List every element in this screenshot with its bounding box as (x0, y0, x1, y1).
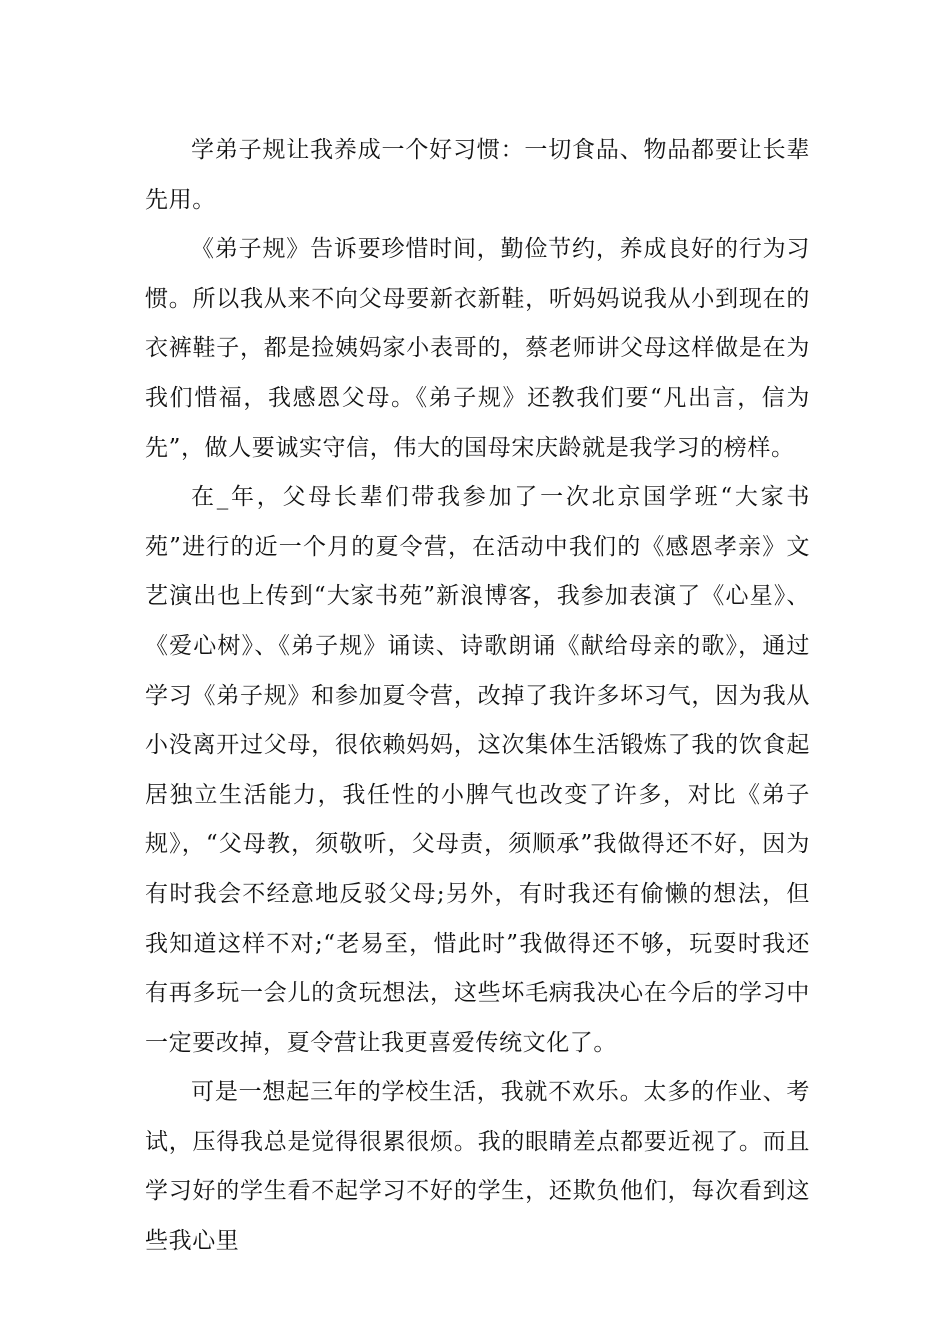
body-text (145, 126, 810, 1267)
paragraph-4: 可是一想起三年的学校生活，我就不欢乐。太多的作业、考试，压得我总是觉得很累很烦。我的眼睛差点都要近视了。而且学习好的学生看不起学习不好的学生，还欺负他们，每次看到这些我心里 (145, 1079, 810, 1255)
paragraph-1: 学弟子规让我养成一个好习惯：一切食品、物品都要让长辈先用。 (145, 137, 810, 213)
paragraph-3: 在_年，父母长辈们带我参加了一次北京国学班“大家书苑”进行的近一个月的夏令营，在活动中我们的《感恩孝亲》文艺演出也上传到“大家书苑”新浪博客，我参加表演了《心星》、《爱心树》、《弟子规》诵读、诗歌朗诵《献给母亲的歌》，通过学习《弟子规》和参加夏令营，改掉了我许多坏习气，因为我从小没离开过父母，很依赖妈妈，这次集体生活锻炼了我的饮食起居独立生活能力，我任性的小脾气也改变了许多，对比《弟子规》，“父母教，须敬听，父母责，须顺承”我做得还不好，因为有时我会不经意地反驳父母;另外，有时我还有偷懒的想法，但我知道这样不对;“老易至，惜此时”我做得还不够，玩耍时我还有再多玩一会儿的贪玩想法，这些坏毛病我决心在今后的学习中一定要改掉，夏令营让我更喜爱传统文化了。 (145, 484, 810, 1056)
paragraph-2: 《弟子规》告诉要珍惜时间，勤俭节约，养成良好的行为习惯。所以我从来不向父母要新衣新鞋，听妈妈说我从小到现在的衣裤鞋子，都是捡姨妈家小表哥的，蔡老师讲父母这样做是在为我们惜福，我感恩父母。《弟子规》还教我们要“凡出言，信为先”，做人要诚实守信，伟大的国母宋庆龄就是我学习的榜样。 (145, 236, 810, 461)
